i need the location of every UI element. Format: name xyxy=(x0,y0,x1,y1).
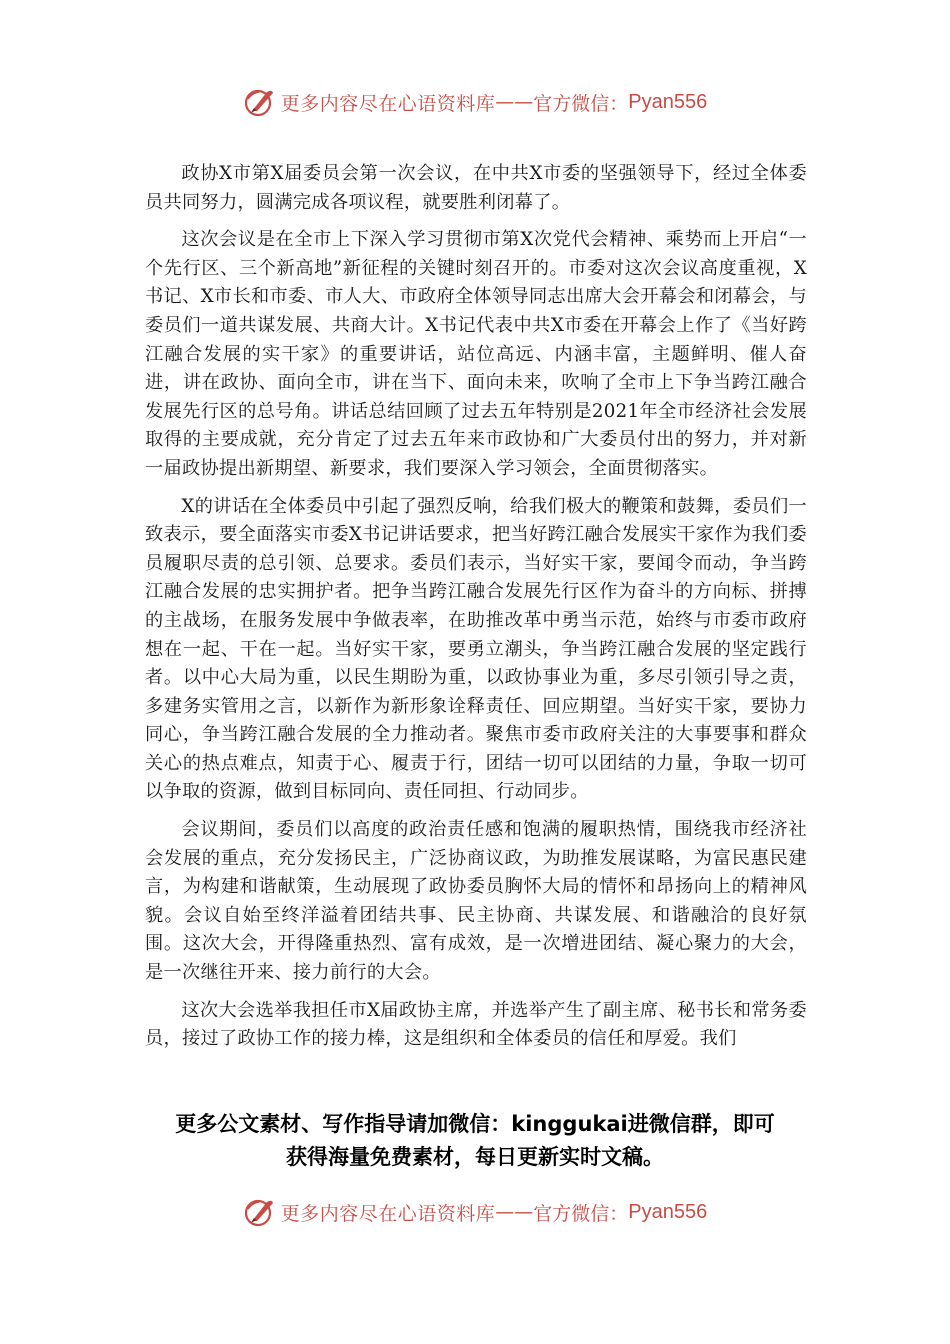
banner-wechat-label: 官方微信： xyxy=(533,1202,629,1225)
footer-banner xyxy=(0,1192,950,1232)
banner-separator: —— xyxy=(495,91,534,113)
paragraph-5: 这次大会选举我担任市X届政协主席，并选举产生了副主席、秘书长和常务委员，接过了政协工作的接力棒，这是组织和全体委员的信任和厚爱。我们 xyxy=(145,999,807,1050)
quill-pen-logo-icon xyxy=(243,1195,277,1229)
banner-site-text: 更多内容尽在心语资料库 xyxy=(280,1202,496,1225)
paragraph-1: 政协X市第X届委员会第一次会议，在中共X市委的坚强领导下，经过全体委员共同努力，圆满完成各项议程，就要胜利闭幕了。 xyxy=(145,163,807,213)
paragraph-3: X的讲话在全体委员中引起了强烈反响，给我们极大的鞭策和鼓舞，委员们一致表示，要全面落实市委X书记讲话要求，把当好跨江融合发展实干家作为我们委员履职尽责的总引领、总要求。委员们表示，当好实干家，要闻令而动，争当跨江融合发展的忠实拥护者。把争当跨江融合发展先行区作为奋斗的方向标、拼搏的主战场，在服务发展中争做表率，在助推改革中勇当示范，始终与市委市政府想在一起、干在一起。当好实干家，要勇立潮头，争当跨江融合发展的坚定践行者。以中心大局为重，以民生期盼为重，以政协事业为重，多尽引领引导之责，多建务实管用之言，以新作为新形象诠释责任、回应期望。当好实干家，要协力同心，争当跨江融合发展的全力推动者。聚焦市委市政府关注的大事要事和群众关心的热点难点，知责于心、履责于行，团结一切可以团结的力量，争取一切可以争取的资源，做到目标同向、责任同担、行动同步。 xyxy=(145,495,807,803)
document-body xyxy=(145,160,807,1063)
banner-wechat-label: 官方微信： xyxy=(533,92,629,115)
header-banner xyxy=(0,82,950,122)
banner-wechat-id: Pyan556 xyxy=(628,90,708,113)
banner-site-text: 更多内容尽在心语资料库 xyxy=(280,92,496,115)
paragraph-2: 这次会议是在全市上下深入学习贯彻市第X次党代会精神、乘势而上开启“一个先行区、三个新高地”新征程的关键时刻召开的。市委对这次会议高度重视，X书记、X市长和市委、市人大、市政府全体领导同志出席大会开幕会和闭幕会，与委员们一道共谋发展、共商大计。X书记代表中共X市委在开幕会上作了《当好跨江融合发展的实干家》的重要讲话，站位高远、内涵丰富，主题鲜明、催人奋进，讲在政协、面向全市，讲在当下、面向未来，吹响了全市上下争当跨江融合发展先行区的总号角。讲话总结回顾了过去五年特别是2021年全市经济社会发展取得的主要成就，充分肯定了过去五年来市政协和广大委员付出的努力，并对新一届政协提出新期望、新要求，我们要深入学习领会，全面贯彻落实。 xyxy=(145,229,807,479)
paragraph-4: 会议期间，委员们以高度的政治责任感和饱满的履职热情，围绕我市经济社会发展的重点，充分发扬民主，广泛协商议政，为助推发展谋略，为富民惠民建言，为构建和谐献策，生动展现了政协委员胸怀大局的情怀和昂扬向上的精神风貌。会议自始至终洋溢着团结共事、民主协商、共谋发展、和谐融洽的良好氛围。这次大会，开得隆重热烈、富有成效，是一次增进团结、凝心聚力的大会，是一次继往开来、接力前行的大会。 xyxy=(145,819,807,984)
promo-notice xyxy=(0,1108,950,1174)
promo-line-2: 获得海量免费素材，每日更新实时文稿。 xyxy=(286,1145,664,1169)
promo-line-1: 更多公文素材、写作指导请加微信：kinggukai进微信群，即可 xyxy=(175,1112,775,1136)
banner-wechat-id: Pyan556 xyxy=(628,1200,708,1223)
banner-separator: —— xyxy=(495,1201,534,1223)
quill-pen-logo-icon xyxy=(243,85,277,119)
